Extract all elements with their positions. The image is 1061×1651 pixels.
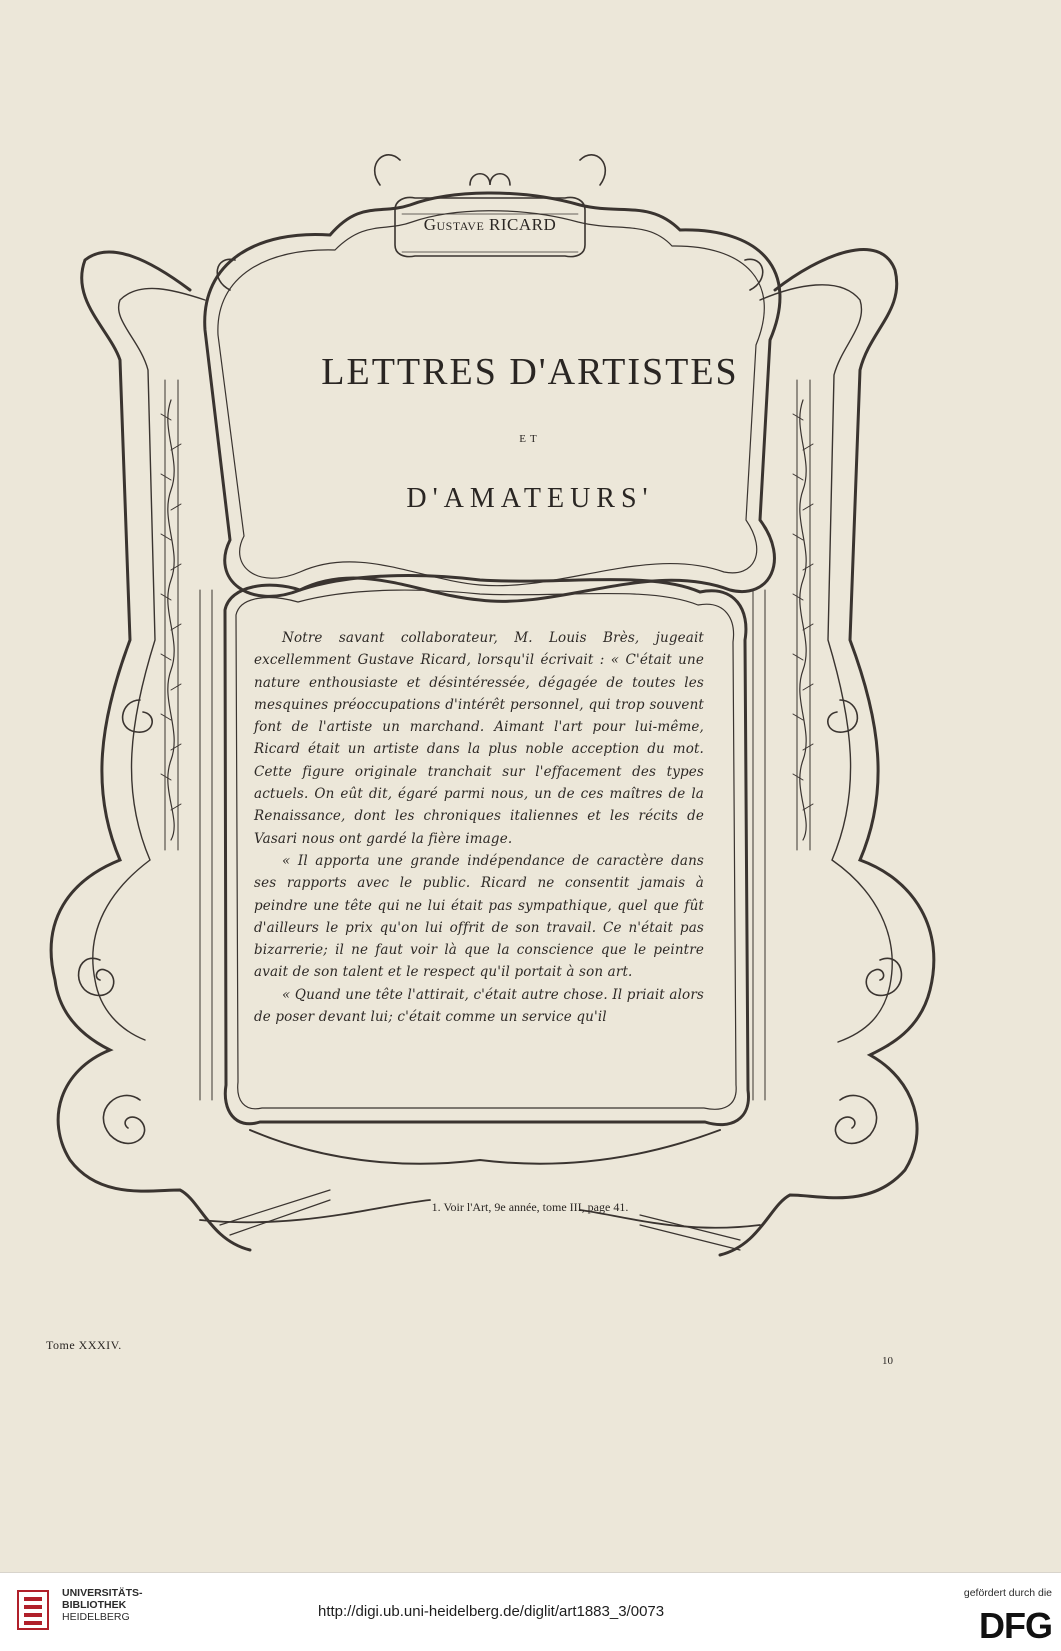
library-name-line: HEIDELBERG [62,1611,130,1623]
title-line-1: LETTRES D'ARTISTES [321,351,739,393]
body-paragraph: « Quand une tête l'attirait, c'était autre chose. Il priait alors de poser devant lui; c'était comme un service qu'il [254,986,704,1026]
page-number: 10 [882,1355,893,1367]
library-name-line: UNIVERSITÄTS- [62,1587,143,1599]
university-library-logo-icon [14,1585,54,1635]
body-paragraph: « Il apporta une grande indépendance de caractère dans ses rapports avec le public. Ricard ne consentit jamais à peindre une tête qui ne lui était pas sympathique, quel que fût d'ailleurs le prix qu'on lui offrit de son travail. Ce n'était pas bizarrerie; il ne faut voir là que la conscience que le peintre avait de son talent et le respect qu'il portait à son art. [254,852,704,981]
permalink-url[interactable]: http://digi.ub.uni-heidelberg.de/diglit/art1883_3/0073 [318,1603,665,1620]
title-line-2: D'AMATEURS' [406,483,654,514]
library-name[interactable] [62,1587,143,1623]
body-text [254,627,704,1028]
dfg-logo[interactable]: DFG [979,1605,1052,1646]
body-paragraph: Notre savant collaborateur, M. Louis Brès, jugeait excellemment Gustave Ricard, lorsqu'il écrivait : « C'était une nature enthousiaste et désintéressée, dégagée de toutes les mesquines préoccupations d'intérêt personnel, qui trop souvent font de l'artiste un marchand. Aimant l'art pour lui-même, Ricard était un artiste dans la plus noble acception du mot. Cette figure originale tranchait sur l'effacement des types actuels. On eût dit, égaré parmi nous, un de ces maîtres de la Renaissance, dont les chroniques italiennes et les récits de Vasari nous ont gardé la fière image. [254,630,704,847]
tome-label: Tome XXXIV. [46,1338,122,1352]
viewer-footer [0,1572,1061,1651]
library-name-line: BIBLIOTHEK [62,1599,127,1611]
footnote: 1. Voir l'Art, 9e année, tome III, page 41. [431,1200,629,1214]
header-cartouche-author: Gustave RICARD [423,215,557,234]
funded-by-label: gefördert durch die [963,1587,1052,1599]
title-conjunction: ET [519,433,541,445]
